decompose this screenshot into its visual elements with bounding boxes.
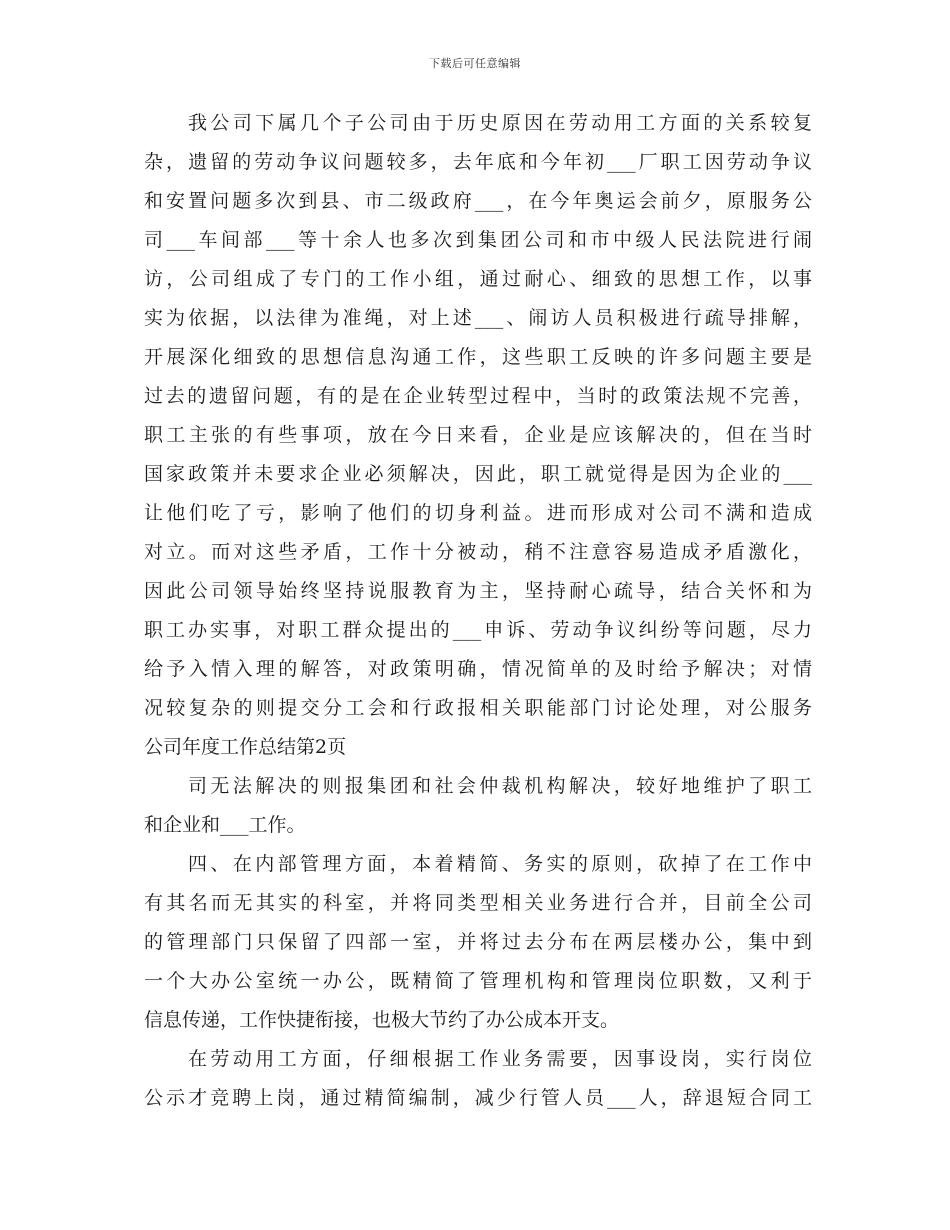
text-line: 在劳动用工方面，仔细根据工作业务需要，因事设岗，实行岗位 — [188, 1048, 812, 1070]
page-header: 下载后可任意编辑 — [429, 57, 521, 70]
text-line: 过去的遗留问题，有的是在企业转型过程中，当时的政策法规不完善， — [144, 385, 812, 407]
paragraph-arbitration — [144, 767, 812, 845]
text-line: 司无法解决的则报集团和社会仲裁机构解决，较好地维护了职工 — [188, 775, 812, 797]
text-line: 司___车间部___等十余人也多次到集团公司和市中级人民法院进行闹 — [144, 229, 812, 251]
paragraph-staffing — [144, 1040, 812, 1118]
text-line: 和企业和___工作。 — [144, 814, 306, 836]
paragraph-internal-management — [144, 845, 812, 1040]
text-line: 杂，遗留的劳动争议问题较多，去年底和今年初___厂职工因劳动争议 — [144, 151, 812, 173]
text-line: 因此公司领导始终坚持说服教育为主，坚持耐心疏导，结合关怀和为 — [144, 580, 812, 602]
text-line: 有其名而无其实的科室，并将同类型相关业务进行合并，目前全公司 — [144, 892, 812, 914]
text-line: 开展深化细致的思想信息沟通工作，这些职工反映的许多问题主要是 — [144, 346, 812, 368]
text-line: 的管理部门只保留了四部一室，并将过去分布在两层楼办公，集中到 — [144, 931, 812, 953]
text-line: 公示才竞聘上岗，通过精简编制，减少行管人员___人，辞退短合同工 — [144, 1087, 812, 1109]
paragraph-labor-disputes — [144, 104, 812, 767]
text-line: 给予入情入理的解答，对政策明确，情况简单的及时给予解决；对情 — [144, 658, 812, 680]
text-line: 对立。而对这些矛盾，工作十分被动，稍不注意容易造成矛盾激化， — [144, 541, 812, 563]
text-line: 实为依据，以法律为准绳，对上述___、闹访人员积极进行疏导排解， — [144, 307, 812, 329]
text-line: 四、在内部管理方面，本着精简、务实的原则，砍掉了在工作中 — [188, 853, 812, 875]
text-line: 国家政策并未要求企业必须解决，因此，职工就觉得是因为企业的___ — [144, 463, 812, 485]
text-line: 和安置问题多次到县、市二级政府___，在今年奥运会前夕，原服务公 — [144, 190, 812, 212]
text-line: 信息传递，工作快捷衔接，也极大节约了办公成本开支。 — [144, 1009, 620, 1031]
document-body — [144, 104, 812, 1118]
text-line: 职工主张的有些事项，放在今日来看，企业是应该解决的，但在当时 — [144, 424, 812, 446]
text-line: 况较复杂的则提交分工会和行政报相关职能部门讨论处理，对公服务 — [144, 697, 812, 719]
text-line: 职工办实事，对职工群众提出的___申诉、劳动争议纠纷等问题，尽力 — [144, 619, 812, 641]
page-marker-line: 公司年度工作总结第2页 — [144, 736, 347, 758]
text-line: 我公司下属几个子公司由于历史原因在劳动用工方面的关系较复 — [188, 112, 812, 134]
text-line: 一个大办公室统一办公，既精简了管理机构和管理岗位职数，又利于 — [144, 970, 812, 992]
text-line: 访，公司组成了专门的工作小组，通过耐心、细致的思想工作，以事 — [144, 268, 812, 290]
text-line: 让他们吃了亏，影响了他们的切身利益。进而形成对公司不满和造成 — [144, 502, 812, 524]
